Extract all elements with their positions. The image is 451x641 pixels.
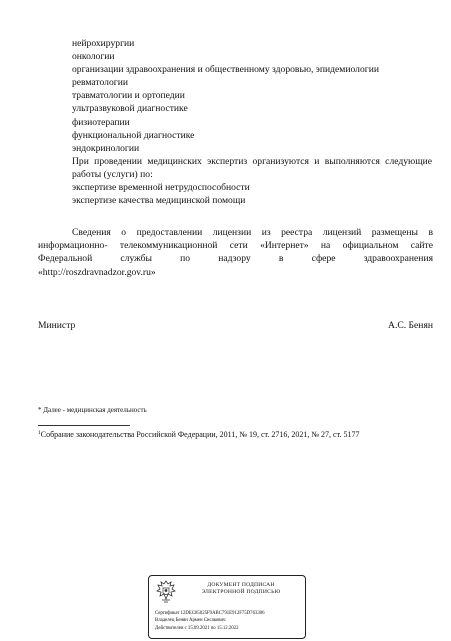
list-item: функциональной диагностике <box>72 129 195 141</box>
paragraph-line: информационно- телекоммуникационной сети «Интернет» на официальном сайте <box>38 240 433 252</box>
stamp-title <box>179 582 303 596</box>
specialty-list <box>72 37 432 207</box>
paragraph-line: Федеральной службы по надзору в сфере здравоохранения <box>38 253 433 265</box>
list-item: организации здравоохранения и общественному здоровью, эпидемиологии <box>72 64 379 76</box>
list-item: нейрохирургии <box>72 38 135 49</box>
list-item: ультразвуковой диагностике <box>72 103 188 115</box>
stamp-title-line: ДОКУМЕНТ ПОДПИСАН <box>207 582 275 588</box>
stamp-owner: Владелец Бенян Армен Сисакович <box>155 618 226 624</box>
expertise-intro: При проведении медицинских экспертиз организуются и выполняются следующие работы (услуги) по: <box>72 155 432 180</box>
footnote <box>38 428 360 440</box>
license-info-paragraph <box>38 226 433 279</box>
footnote-text: Собрание законодательства Российской Федерации, 2011, № 19, ст. 2716, 2021, № 27, ст. 5177 <box>40 430 360 439</box>
signer-name: А.С. Бенян <box>388 320 433 331</box>
paragraph-line: «http://roszdravnadzor.gov.ru» <box>38 266 156 278</box>
list-item: физиотерапии <box>72 116 130 128</box>
footnote-marker: 1 <box>38 430 41 436</box>
asterisk-note: * Далее - медицинская деятельность <box>38 406 147 414</box>
paragraph-line: Сведения о предоставлении лицензии из реестра лицензий размещены в <box>72 227 433 238</box>
list-item: травматологии и ортопедии <box>72 90 185 102</box>
stamp-certificate: Сертификат 12DEC85025F9ABC791E912F75D763306 <box>155 611 265 616</box>
electronic-signature-stamp <box>148 575 306 639</box>
signer-position: Министр <box>38 320 76 331</box>
footnote-divider <box>38 425 130 426</box>
stamp-validity: Действителен с 15.09.2021 по 15.12.2022 <box>155 625 239 631</box>
stamp-details <box>155 610 303 632</box>
list-item: онкологии <box>72 51 115 63</box>
list-item: ревматологии <box>72 77 128 89</box>
list-item: эндокринологии <box>72 142 140 154</box>
list-item: экспертизе качества медицинской помощи <box>72 195 246 207</box>
coat-of-arms-icon <box>155 579 177 605</box>
list-item: экспертизе временной нетрудоспособности <box>72 182 250 194</box>
stamp-title-line: ЭЛЕКТРОННОЙ ПОДПИСЬЮ <box>201 589 281 596</box>
